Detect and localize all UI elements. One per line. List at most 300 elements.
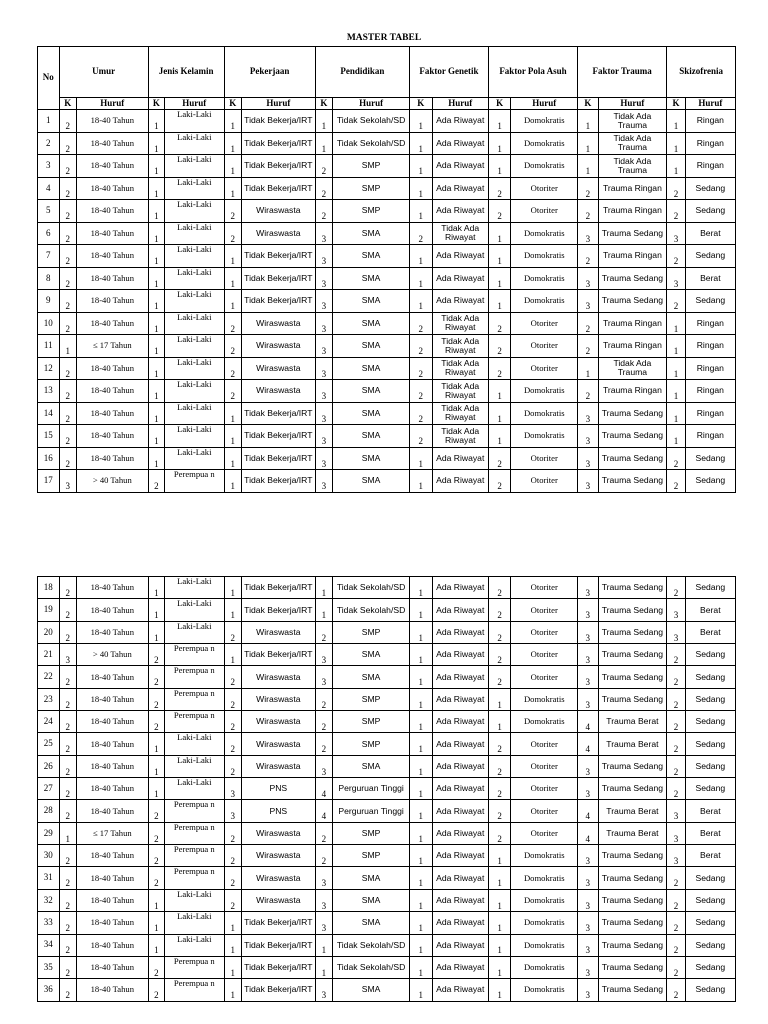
cell-genetik-k: 1 [410, 934, 433, 956]
cell-jenis-kelamin: Laki-Laki [165, 889, 224, 911]
cell-pola-asuh: Domokratis [511, 934, 578, 956]
cell-pola-asuh: Domokratis [511, 290, 578, 313]
subheader-huruf: Huruf [432, 98, 488, 110]
cell-trauma: Tidak Ada Trauma [598, 132, 667, 155]
cell-pendidikan: SMA [333, 666, 410, 688]
cell-skizofrenia-k: 2 [667, 979, 685, 1001]
cell-jk-k: 2 [148, 979, 164, 1001]
cell-pola-asuh: Otoriter [511, 577, 578, 599]
cell-skizofrenia: Sedang [685, 290, 735, 313]
cell-pola-asuh-k: 1 [488, 956, 511, 978]
cell-skizofrenia-k: 2 [667, 755, 685, 777]
cell-pekerjaan-k: 1 [224, 425, 241, 448]
cell-skizofrenia-k: 1 [667, 335, 685, 358]
cell-skizofrenia: Ringan [685, 110, 735, 133]
cell-pendidikan-k: 4 [315, 800, 332, 822]
cell-pola-asuh-k: 1 [488, 425, 511, 448]
cell-pendidikan-k: 3 [315, 245, 332, 268]
cell-genetik: Ada Riwayat [432, 912, 488, 934]
cell-pendidikan-k: 1 [315, 110, 332, 133]
cell-skizofrenia: Sedang [685, 934, 735, 956]
cell-trauma: Trauma Ringan [598, 200, 667, 223]
cell-skizofrenia-k: 1 [667, 402, 685, 425]
cell-pekerjaan: Tidak Bekerja/IRT [241, 425, 315, 448]
cell-jenis-kelamin: Laki-Laki [165, 267, 224, 290]
table-row [38, 470, 736, 493]
cell-genetik-k: 1 [410, 447, 433, 470]
cell-umur: 18-40 Tahun [76, 599, 148, 621]
table-row [38, 644, 736, 666]
cell-jenis-kelamin: Laki-Laki [165, 733, 224, 755]
table-row [38, 733, 736, 755]
cell-pola-asuh-k: 1 [488, 688, 511, 710]
cell-no: 13 [38, 380, 60, 403]
cell-no: 33 [38, 912, 60, 934]
cell-umur-k: 2 [59, 290, 76, 313]
cell-jk-k: 2 [148, 800, 164, 822]
cell-pekerjaan: Tidak Bekerja/IRT [241, 132, 315, 155]
cell-no: 34 [38, 934, 60, 956]
cell-skizofrenia: Berat [685, 267, 735, 290]
cell-genetik: Tidak Ada Riwayat [432, 425, 488, 448]
cell-trauma-k: 3 [578, 222, 598, 245]
cell-jk-k: 1 [148, 447, 164, 470]
cell-trauma: Tidak Ada Trauma [598, 357, 667, 380]
cell-pola-asuh: Domokratis [511, 912, 578, 934]
cell-trauma: Trauma Ringan [598, 177, 667, 200]
cell-skizofrenia: Sedang [685, 666, 735, 688]
cell-pendidikan: Tidak Sekolah/SD [333, 110, 410, 133]
cell-pekerjaan: Tidak Bekerja/IRT [241, 245, 315, 268]
cell-pendidikan: SMP [333, 155, 410, 178]
cell-pekerjaan-k: 2 [224, 621, 241, 643]
cell-genetik-k: 1 [410, 290, 433, 313]
table-row [38, 778, 736, 800]
cell-trauma-k: 3 [578, 290, 598, 313]
cell-skizofrenia-k: 2 [667, 867, 685, 889]
cell-umur-k: 2 [59, 800, 76, 822]
cell-genetik: Ada Riwayat [432, 688, 488, 710]
cell-pendidikan-k: 4 [315, 778, 332, 800]
cell-pola-asuh-k: 2 [488, 335, 511, 358]
cell-jenis-kelamin: Laki-Laki [165, 380, 224, 403]
cell-skizofrenia-k: 3 [667, 845, 685, 867]
cell-trauma: Trauma Sedang [598, 956, 667, 978]
cell-trauma: Trauma Sedang [598, 290, 667, 313]
cell-jenis-kelamin: Laki-Laki [165, 934, 224, 956]
cell-pekerjaan-k: 2 [224, 666, 241, 688]
cell-pola-asuh-k: 2 [488, 200, 511, 223]
cell-no: 36 [38, 979, 60, 1001]
cell-jk-k: 1 [148, 200, 164, 223]
table-row [38, 621, 736, 643]
cell-trauma-k: 2 [578, 177, 598, 200]
cell-jenis-kelamin: Laki-Laki [165, 621, 224, 643]
cell-umur: 18-40 Tahun [76, 425, 148, 448]
cell-pola-asuh: Otoriter [511, 177, 578, 200]
cell-skizofrenia-k: 3 [667, 822, 685, 844]
cell-pola-asuh-k: 2 [488, 822, 511, 844]
cell-pola-asuh: Domokratis [511, 110, 578, 133]
header-jenis-kelamin: Jenis Kelamin [148, 47, 224, 98]
cell-no: 21 [38, 644, 60, 666]
cell-pola-asuh-k: 2 [488, 778, 511, 800]
master-table-part-1 [37, 46, 736, 493]
cell-trauma: Trauma Berat [598, 711, 667, 733]
cell-trauma: Trauma Berat [598, 733, 667, 755]
cell-no: 32 [38, 889, 60, 911]
cell-skizofrenia: Sedang [685, 200, 735, 223]
cell-pekerjaan-k: 1 [224, 599, 241, 621]
cell-pekerjaan-k: 1 [224, 644, 241, 666]
cell-pekerjaan-k: 2 [224, 733, 241, 755]
cell-pola-asuh: Otoriter [511, 335, 578, 358]
header-no: No [38, 47, 60, 110]
cell-genetik: Ada Riwayat [432, 956, 488, 978]
cell-skizofrenia: Ringan [685, 312, 735, 335]
cell-no: 8 [38, 267, 60, 290]
cell-jk-k: 2 [148, 711, 164, 733]
cell-pola-asuh-k: 1 [488, 934, 511, 956]
cell-genetik-k: 2 [410, 425, 433, 448]
cell-pekerjaan-k: 1 [224, 177, 241, 200]
cell-skizofrenia: Ringan [685, 425, 735, 448]
cell-pola-asuh-k: 2 [488, 666, 511, 688]
subheader-huruf: Huruf [241, 98, 315, 110]
table-row [38, 599, 736, 621]
cell-pola-asuh: Otoriter [511, 470, 578, 493]
cell-pendidikan-k: 2 [315, 688, 332, 710]
cell-pendidikan: SMA [333, 470, 410, 493]
cell-skizofrenia-k: 2 [667, 245, 685, 268]
cell-pekerjaan: Wiraswasta [241, 867, 315, 889]
cell-no: 17 [38, 470, 60, 493]
cell-genetik: Ada Riwayat [432, 755, 488, 777]
cell-pendidikan-k: 1 [315, 934, 332, 956]
table-row [38, 267, 736, 290]
cell-jenis-kelamin: Laki-Laki [165, 110, 224, 133]
cell-pendidikan: SMA [333, 222, 410, 245]
cell-trauma-k: 3 [578, 889, 598, 911]
cell-trauma: Trauma Berat [598, 800, 667, 822]
cell-trauma: Trauma Ringan [598, 312, 667, 335]
cell-skizofrenia: Sedang [685, 889, 735, 911]
cell-trauma: Tidak Ada Trauma [598, 155, 667, 178]
cell-umur: 18-40 Tahun [76, 889, 148, 911]
cell-umur: > 40 Tahun [76, 644, 148, 666]
cell-skizofrenia: Sedang [685, 733, 735, 755]
cell-no: 26 [38, 755, 60, 777]
cell-pola-asuh-k: 1 [488, 845, 511, 867]
cell-pola-asuh-k: 1 [488, 711, 511, 733]
cell-pola-asuh: Domokratis [511, 845, 578, 867]
cell-jk-k: 1 [148, 177, 164, 200]
cell-genetik: Ada Riwayat [432, 733, 488, 755]
cell-trauma: Trauma Sedang [598, 934, 667, 956]
cell-pendidikan-k: 3 [315, 889, 332, 911]
cell-skizofrenia-k: 1 [667, 380, 685, 403]
cell-genetik: Ada Riwayat [432, 934, 488, 956]
cell-jk-k: 1 [148, 290, 164, 313]
cell-skizofrenia: Ringan [685, 402, 735, 425]
cell-skizofrenia-k: 3 [667, 621, 685, 643]
cell-no: 20 [38, 621, 60, 643]
cell-jk-k: 2 [148, 956, 164, 978]
cell-pola-asuh: Domokratis [511, 222, 578, 245]
cell-no: 27 [38, 778, 60, 800]
table-row [38, 425, 736, 448]
cell-pekerjaan-k: 2 [224, 711, 241, 733]
table-row [38, 245, 736, 268]
cell-jenis-kelamin: Laki-Laki [165, 132, 224, 155]
cell-umur: ≤ 17 Tahun [76, 335, 148, 358]
cell-genetik: Ada Riwayat [432, 621, 488, 643]
cell-jenis-kelamin: Laki-Laki [165, 577, 224, 599]
cell-trauma-k: 1 [578, 155, 598, 178]
cell-trauma: Trauma Ringan [598, 380, 667, 403]
cell-genetik-k: 1 [410, 599, 433, 621]
cell-umur: 18-40 Tahun [76, 666, 148, 688]
cell-pendidikan: SMA [333, 644, 410, 666]
subheader-k: K [148, 98, 164, 110]
cell-umur-k: 2 [59, 425, 76, 448]
cell-pekerjaan-k: 2 [224, 822, 241, 844]
cell-pendidikan-k: 3 [315, 644, 332, 666]
cell-pola-asuh-k: 1 [488, 290, 511, 313]
cell-no: 30 [38, 845, 60, 867]
cell-pendidikan: SMA [333, 979, 410, 1001]
cell-pekerjaan-k: 1 [224, 447, 241, 470]
subheader-k: K [410, 98, 433, 110]
cell-jenis-kelamin: Perempua n [165, 470, 224, 493]
cell-trauma-k: 3 [578, 577, 598, 599]
cell-pendidikan-k: 3 [315, 335, 332, 358]
cell-umur-k: 2 [59, 733, 76, 755]
cell-umur-k: 1 [59, 822, 76, 844]
table-row [38, 155, 736, 178]
cell-pekerjaan: Tidak Bekerja/IRT [241, 155, 315, 178]
cell-pola-asuh: Otoriter [511, 621, 578, 643]
cell-jk-k: 1 [148, 267, 164, 290]
cell-trauma: Trauma Sedang [598, 688, 667, 710]
cell-no: 24 [38, 711, 60, 733]
cell-umur: 18-40 Tahun [76, 688, 148, 710]
cell-umur: 18-40 Tahun [76, 934, 148, 956]
table-row [38, 110, 736, 133]
cell-skizofrenia-k: 2 [667, 889, 685, 911]
cell-jenis-kelamin: Perempua n [165, 979, 224, 1001]
cell-skizofrenia: Berat [685, 800, 735, 822]
cell-pola-asuh: Otoriter [511, 800, 578, 822]
cell-no: 1 [38, 110, 60, 133]
cell-pekerjaan: PNS [241, 800, 315, 822]
cell-jk-k: 2 [148, 822, 164, 844]
cell-trauma-k: 4 [578, 711, 598, 733]
cell-pekerjaan-k: 1 [224, 245, 241, 268]
cell-pekerjaan: Tidak Bekerja/IRT [241, 110, 315, 133]
cell-jenis-kelamin: Laki-Laki [165, 312, 224, 335]
cell-pendidikan: SMP [333, 733, 410, 755]
cell-genetik-k: 1 [410, 470, 433, 493]
cell-no: 16 [38, 447, 60, 470]
cell-genetik: Ada Riwayat [432, 644, 488, 666]
cell-pekerjaan-k: 2 [224, 889, 241, 911]
cell-jk-k: 2 [148, 470, 164, 493]
cell-skizofrenia-k: 1 [667, 312, 685, 335]
cell-pekerjaan-k: 1 [224, 934, 241, 956]
cell-skizofrenia-k: 2 [667, 447, 685, 470]
cell-genetik-k: 1 [410, 822, 433, 844]
table-row [38, 335, 736, 358]
cell-jk-k: 1 [148, 912, 164, 934]
cell-genetik-k: 1 [410, 733, 433, 755]
cell-pola-asuh-k: 2 [488, 755, 511, 777]
cell-trauma: Trauma Sedang [598, 447, 667, 470]
cell-genetik: Ada Riwayat [432, 979, 488, 1001]
subheader-k: K [667, 98, 685, 110]
cell-jk-k: 1 [148, 222, 164, 245]
cell-pendidikan: SMP [333, 200, 410, 223]
cell-pola-asuh-k: 1 [488, 380, 511, 403]
table-body-1 [38, 110, 736, 493]
cell-jenis-kelamin: Laki-Laki [165, 290, 224, 313]
cell-umur: 18-40 Tahun [76, 245, 148, 268]
cell-umur-k: 2 [59, 688, 76, 710]
cell-jenis-kelamin: Perempua n [165, 711, 224, 733]
header-umur: Umur [59, 47, 148, 98]
cell-pekerjaan: Wiraswasta [241, 889, 315, 911]
table-row [38, 755, 736, 777]
cell-genetik: Ada Riwayat [432, 110, 488, 133]
cell-pekerjaan: Tidak Bekerja/IRT [241, 447, 315, 470]
header-faktor-trauma: Faktor Trauma [578, 47, 667, 98]
cell-jk-k: 2 [148, 867, 164, 889]
subheader-k: K [578, 98, 598, 110]
cell-skizofrenia-k: 2 [667, 934, 685, 956]
cell-jenis-kelamin: Laki-Laki [165, 245, 224, 268]
cell-jenis-kelamin: Laki-Laki [165, 200, 224, 223]
cell-genetik: Tidak Ada Riwayat [432, 335, 488, 358]
cell-genetik: Ada Riwayat [432, 599, 488, 621]
cell-pola-asuh: Otoriter [511, 312, 578, 335]
cell-umur-k: 2 [59, 912, 76, 934]
cell-trauma: Tidak Ada Trauma [598, 110, 667, 133]
table-row [38, 357, 736, 380]
cell-genetik-k: 1 [410, 155, 433, 178]
cell-trauma-k: 3 [578, 599, 598, 621]
cell-pendidikan-k: 3 [315, 402, 332, 425]
cell-pekerjaan: Wiraswasta [241, 222, 315, 245]
cell-genetik-k: 1 [410, 800, 433, 822]
cell-pola-asuh: Domokratis [511, 245, 578, 268]
cell-skizofrenia: Sedang [685, 245, 735, 268]
cell-umur-k: 2 [59, 755, 76, 777]
table-row [38, 200, 736, 223]
cell-jenis-kelamin: Laki-Laki [165, 599, 224, 621]
cell-pekerjaan-k: 1 [224, 132, 241, 155]
cell-pendidikan: SMP [333, 711, 410, 733]
cell-pekerjaan-k: 1 [224, 267, 241, 290]
cell-pendidikan-k: 2 [315, 621, 332, 643]
table-row [38, 447, 736, 470]
cell-trauma: Trauma Sedang [598, 402, 667, 425]
cell-umur-k: 3 [59, 470, 76, 493]
cell-umur: 18-40 Tahun [76, 267, 148, 290]
cell-genetik-k: 1 [410, 778, 433, 800]
cell-pola-asuh-k: 1 [488, 979, 511, 1001]
cell-trauma: Trauma Sedang [598, 470, 667, 493]
master-table-part-2 [37, 576, 736, 1002]
cell-genetik-k: 1 [410, 755, 433, 777]
cell-pendidikan: SMA [333, 357, 410, 380]
cell-umur: 18-40 Tahun [76, 755, 148, 777]
cell-pekerjaan: Wiraswasta [241, 711, 315, 733]
cell-jenis-kelamin: Perempua n [165, 867, 224, 889]
table-body-2 [38, 577, 736, 1002]
header-skizofrenia: Skizofrenia [667, 47, 736, 98]
cell-no: 25 [38, 733, 60, 755]
table-row [38, 402, 736, 425]
cell-genetik-k: 1 [410, 845, 433, 867]
cell-pendidikan-k: 3 [315, 380, 332, 403]
cell-genetik-k: 2 [410, 335, 433, 358]
cell-umur: 18-40 Tahun [76, 867, 148, 889]
cell-pola-asuh: Otoriter [511, 599, 578, 621]
cell-pola-asuh: Domokratis [511, 267, 578, 290]
cell-pola-asuh: Domokratis [511, 956, 578, 978]
cell-skizofrenia: Sedang [685, 470, 735, 493]
cell-umur-k: 2 [59, 312, 76, 335]
subheader-k: K [224, 98, 241, 110]
cell-pekerjaan-k: 3 [224, 778, 241, 800]
cell-pekerjaan-k: 2 [224, 357, 241, 380]
cell-pola-asuh: Domokratis [511, 402, 578, 425]
cell-jenis-kelamin: Laki-Laki [165, 222, 224, 245]
cell-pendidikan: SMP [333, 621, 410, 643]
cell-pekerjaan: Wiraswasta [241, 845, 315, 867]
cell-umur-k: 2 [59, 447, 76, 470]
cell-skizofrenia: Berat [685, 222, 735, 245]
cell-no: 14 [38, 402, 60, 425]
cell-genetik-k: 1 [410, 245, 433, 268]
cell-umur: 18-40 Tahun [76, 200, 148, 223]
table-row [38, 800, 736, 822]
cell-pekerjaan: Wiraswasta [241, 822, 315, 844]
cell-pola-asuh-k: 2 [488, 447, 511, 470]
cell-umur: 18-40 Tahun [76, 155, 148, 178]
cell-pendidikan: Tidak Sekolah/SD [333, 132, 410, 155]
cell-pola-asuh-k: 2 [488, 800, 511, 822]
cell-umur: 18-40 Tahun [76, 733, 148, 755]
cell-umur-k: 2 [59, 934, 76, 956]
header-faktor-pola-asuh: Faktor Pola Asuh [488, 47, 577, 98]
cell-pendidikan: SMA [333, 267, 410, 290]
cell-pekerjaan-k: 1 [224, 912, 241, 934]
cell-jenis-kelamin: Perempua n [165, 688, 224, 710]
cell-genetik: Ada Riwayat [432, 845, 488, 867]
table-row [38, 912, 736, 934]
cell-trauma-k: 2 [578, 380, 598, 403]
subheader-huruf: Huruf [598, 98, 667, 110]
table-row [38, 222, 736, 245]
header-faktor-genetik: Faktor Genetik [410, 47, 489, 98]
cell-genetik: Ada Riwayat [432, 290, 488, 313]
cell-genetik-k: 1 [410, 132, 433, 155]
cell-umur-k: 2 [59, 778, 76, 800]
cell-jenis-kelamin: Laki-Laki [165, 447, 224, 470]
cell-pekerjaan: Tidak Bekerja/IRT [241, 577, 315, 599]
cell-pekerjaan: Tidak Bekerja/IRT [241, 177, 315, 200]
